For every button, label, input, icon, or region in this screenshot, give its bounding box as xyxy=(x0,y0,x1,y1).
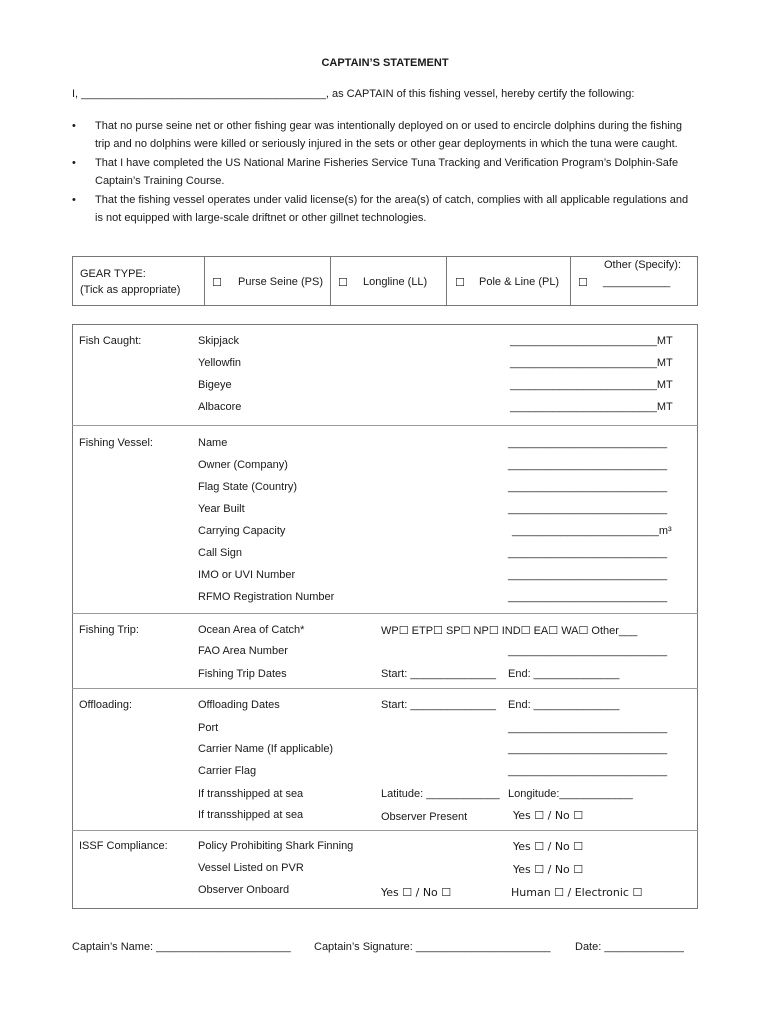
longline-label: Longline (LL) xyxy=(363,276,428,288)
observer-type-options[interactable]: Human ☐ / Electronic ☐ xyxy=(511,886,643,899)
vessel-item: RFMO Registration Number xyxy=(198,591,335,603)
certification-intro: I, ________________________________________, as CAPTAIN of this fishing vessel, hereby certify the following: xyxy=(72,88,635,100)
fish-item: Skipjack xyxy=(198,335,239,347)
vessel-name-field[interactable]: __________________________ xyxy=(508,437,668,449)
observer-present-yes-no[interactable]: Yes ☐ / No ☐ xyxy=(513,809,584,822)
vessel-item: IMO or UVI Number xyxy=(198,569,296,581)
offloading-end-field[interactable]: End: ______________ xyxy=(508,699,620,711)
call-sign-field[interactable]: __________________________ xyxy=(508,547,668,559)
bullet-item: • That the fishing vessel operates under valid license(s) for the area(s) of catch, complies with all applicable regulations and is not equipped with large-scale driftnet or other gillnet technologies. xyxy=(72,191,692,228)
fao-area-field[interactable]: __________________________ xyxy=(508,645,668,657)
purse-seine-checkbox[interactable]: ☐ xyxy=(212,276,222,289)
certification-bullets xyxy=(72,117,692,227)
vessel-item: Carrying Capacity xyxy=(198,525,286,537)
longline-checkbox[interactable]: ☐ xyxy=(338,276,348,289)
vessel-item: Flag State (Country) xyxy=(198,481,298,493)
fish-item: Bigeye xyxy=(198,379,232,391)
observer-present-label: Observer Present xyxy=(381,811,468,823)
other-gear-field[interactable]: ___________ xyxy=(603,276,671,288)
gear-type-hint: (Tick as appropriate) xyxy=(80,284,181,296)
fishing-trip-label: Fishing Trip: xyxy=(79,624,139,636)
date-field[interactable]: Date: _____________ xyxy=(575,941,684,953)
pole-line-label: Pole & Line (PL) xyxy=(479,276,560,288)
trip-item: Ocean Area of Catch* xyxy=(198,624,305,636)
bullet-item: • That I have completed the US National Marine Fisheries Service Tuna Tracking and Verification Program’s Dolphin-Safe Captain’s Training Course. xyxy=(72,154,692,191)
rfmo-field[interactable]: __________________________ xyxy=(508,591,668,603)
offloading-item: Carrier Flag xyxy=(198,765,257,777)
pole-line-checkbox[interactable]: ☐ xyxy=(455,276,465,289)
fish-caught-label: Fish Caught: xyxy=(79,335,142,347)
flag-state-field[interactable]: __________________________ xyxy=(508,481,668,493)
vessel-item: Name xyxy=(198,437,228,449)
shark-finning-yes-no[interactable]: Yes ☐ / No ☐ xyxy=(513,840,584,853)
offloading-item: Carrier Name (If applicable) xyxy=(198,743,334,755)
carrier-flag-field[interactable]: __________________________ xyxy=(508,765,668,777)
offloading-item: If transshipped at sea xyxy=(198,809,304,821)
year-built-field[interactable]: __________________________ xyxy=(508,503,668,515)
carrier-name-field[interactable]: __________________________ xyxy=(508,743,668,755)
issf-compliance-label: ISSF Compliance: xyxy=(79,840,168,852)
other-gear-label: Other (Specify): xyxy=(604,259,682,271)
albacore-mt-field[interactable]: ________________________MT xyxy=(510,401,673,413)
offloading-item: Offloading Dates xyxy=(198,699,280,711)
vessel-item: Call Sign xyxy=(198,547,243,559)
offloading-label: Offloading: xyxy=(79,699,133,711)
trip-end-field[interactable]: End: ______________ xyxy=(508,668,620,680)
fish-item: Albacore xyxy=(198,401,242,413)
ocean-area-options[interactable]: WP☐ ETP☐ SP☐ NP☐ IND☐ EA☐ WA☐ Other___ xyxy=(381,625,638,637)
vessel-item: Year Built xyxy=(198,503,245,515)
fish-item: Yellowfin xyxy=(198,357,242,369)
offloading-item: Port xyxy=(198,722,219,734)
issf-item: Vessel Listed on PVR xyxy=(198,862,304,874)
fishing-vessel-label: Fishing Vessel: xyxy=(79,437,153,449)
captain-name-field[interactable]: Captain’s Name: ______________________ xyxy=(72,941,291,953)
offloading-item: If transshipped at sea xyxy=(198,788,304,800)
owner-field[interactable]: __________________________ xyxy=(508,459,668,471)
skipjack-mt-field[interactable]: ________________________MT xyxy=(510,335,673,347)
port-field[interactable]: __________________________ xyxy=(508,722,668,734)
bullet-item: • That no purse seine net or other fishing gear was intentionally deployed on or used to encircle dolphins during the fishing trip and no dolphins were killed or seriously injured in the sets or other gear deployments in which the tuna were caught. xyxy=(72,117,692,154)
issf-item: Observer Onboard xyxy=(198,884,290,896)
vessel-item: Owner (Company) xyxy=(198,459,288,471)
gear-type-label: GEAR TYPE: xyxy=(80,268,146,280)
page-title: CAPTAIN’S STATEMENT xyxy=(321,57,449,69)
offloading-start-field[interactable]: Start: ______________ xyxy=(381,699,496,711)
trip-start-field[interactable]: Start: ______________ xyxy=(381,668,496,680)
imo-field[interactable]: __________________________ xyxy=(508,569,668,581)
other-gear-checkbox[interactable]: ☐ xyxy=(578,276,588,289)
longitude-field[interactable]: Longitude:____________ xyxy=(508,788,633,800)
pvr-yes-no[interactable]: Yes ☐ / No ☐ xyxy=(513,863,584,876)
trip-item: FAO Area Number xyxy=(198,645,288,657)
captain-signature-field[interactable]: Captain’s Signature: ______________________ xyxy=(314,941,551,953)
bigeye-mt-field[interactable]: ________________________MT xyxy=(510,379,673,391)
trip-item: Fishing Trip Dates xyxy=(198,668,287,680)
issf-item: Policy Prohibiting Shark Finning xyxy=(198,840,354,852)
carrying-capacity-field[interactable]: ________________________m³ xyxy=(512,525,672,537)
latitude-field[interactable]: Latitude: ____________ xyxy=(381,788,500,800)
observer-onboard-yes-no[interactable]: Yes ☐ / No ☐ xyxy=(381,886,452,899)
purse-seine-label: Purse Seine (PS) xyxy=(238,276,323,288)
yellowfin-mt-field[interactable]: ________________________MT xyxy=(510,357,673,369)
